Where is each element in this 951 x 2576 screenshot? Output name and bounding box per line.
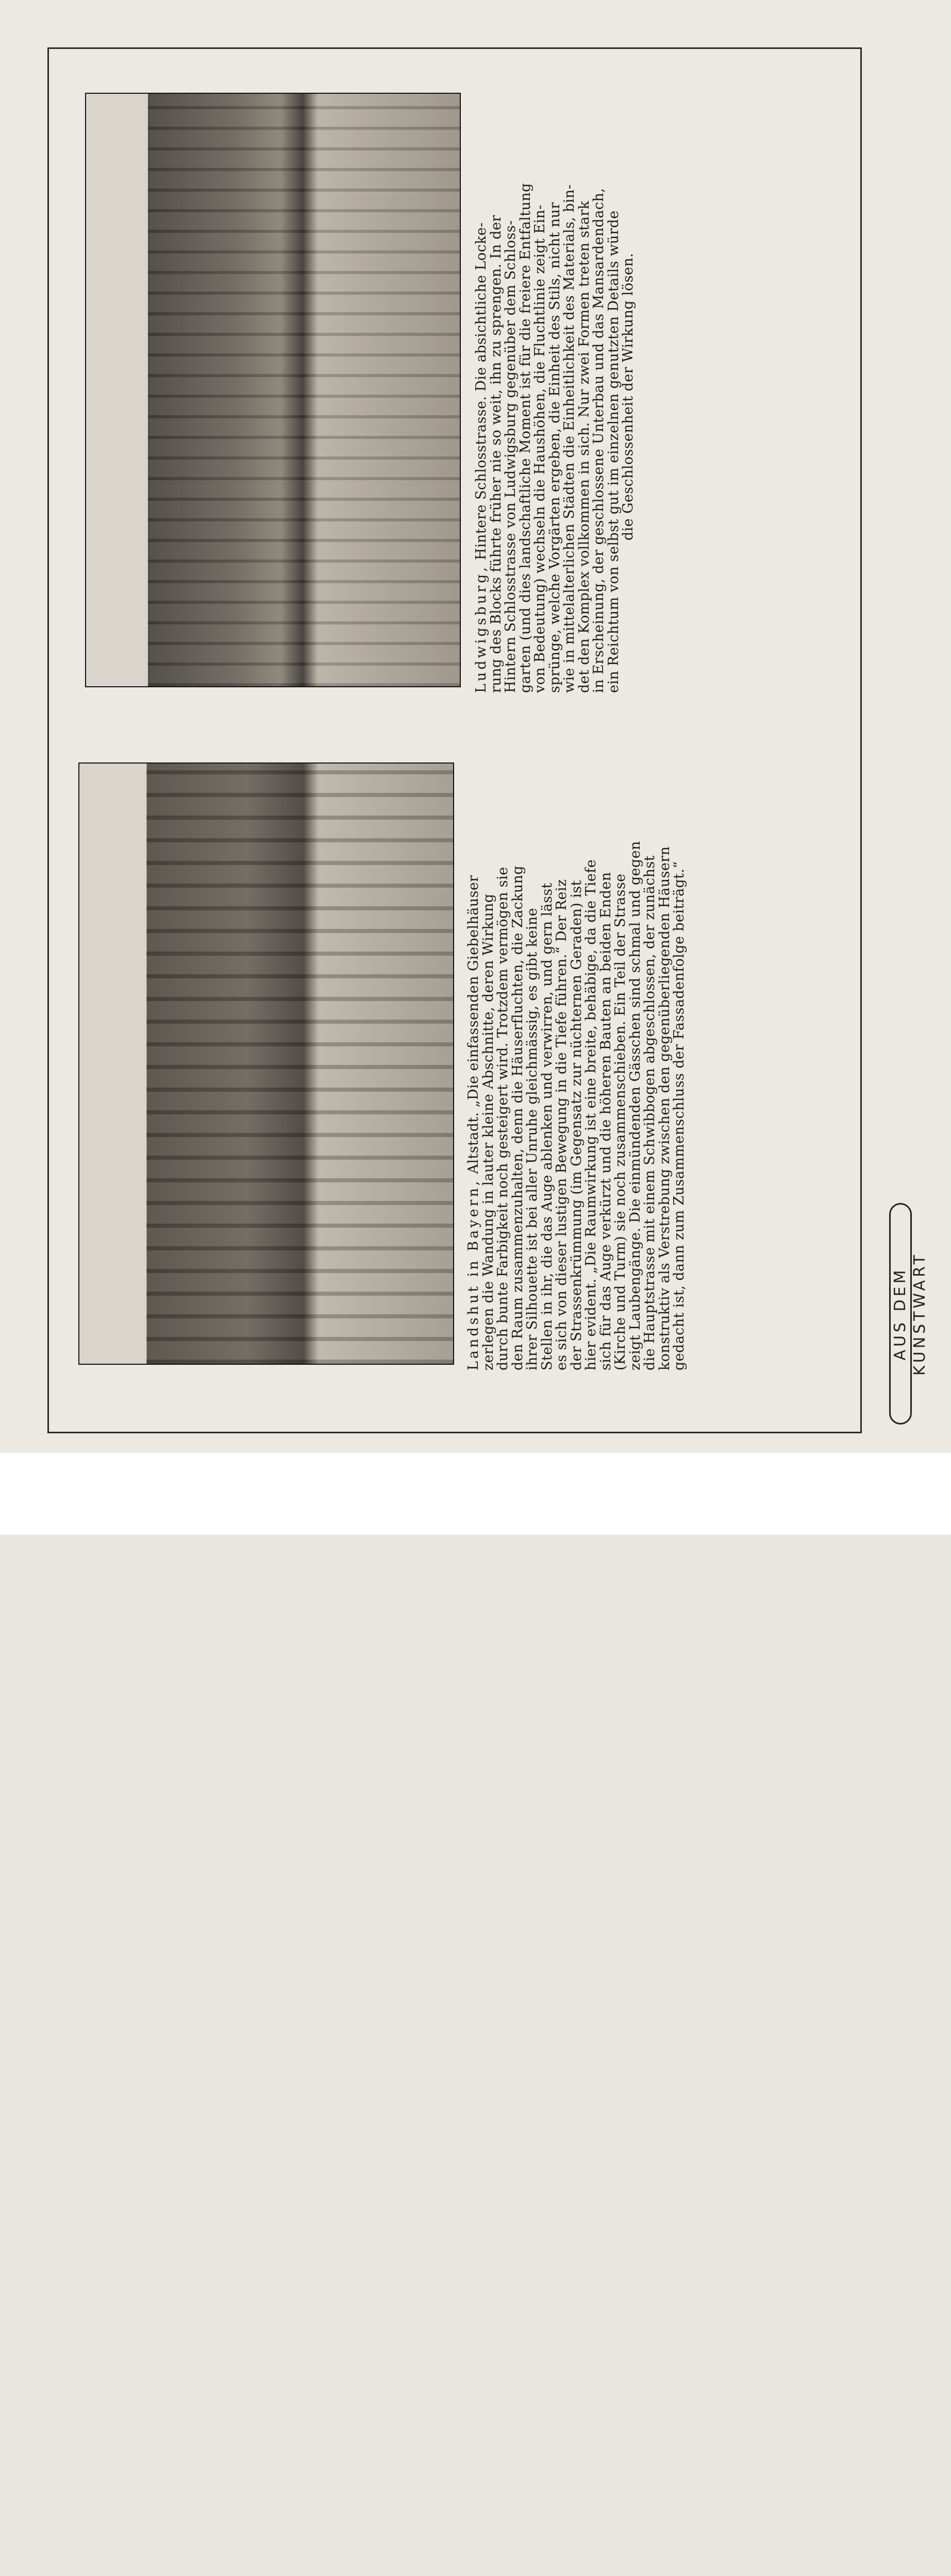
caption-line: zeigt Laubengänge. Die einmündenden Gässchen sind schmal und gegen xyxy=(627,841,643,1370)
caption-line: durch bunte Farbigkeit noch gesteigert wird. Trotzdem vermögen sie xyxy=(495,867,511,1370)
caption-landshut xyxy=(466,762,687,1370)
caption-ludwigsburg xyxy=(474,100,636,693)
caption-line: det den Komplex vollkommen in sich. Nur zwei Formen treten stark xyxy=(576,200,592,693)
kunstwart-badge: AUS DEM KUNSTWART xyxy=(889,1203,912,1425)
caption-line: ein Reichtum von selbst gut im einzelnen genutzten Details würde xyxy=(605,210,622,693)
caption-line: gedacht ist, dann zum Zusammenschluss der Fassadenfolge beiträgt.“ xyxy=(671,861,687,1370)
caption-line: rung des Blocks führte früher nie so weit, ihn zu sprengen. In der xyxy=(488,215,504,693)
caption-line: sich für das Auge verkürzt und die höheren Bauten an beiden Enden xyxy=(597,872,614,1370)
caption-line: Hintern Schlosstrasse von Ludwigsburg gegenüber dem Schloss- xyxy=(503,220,519,693)
caption-line: zerlegen die Wandung in lauter kleine Abschnitte, deren Wirkung xyxy=(480,893,496,1370)
caption-line: die Hauptstrasse mit einem Schwibbogen abgeschlossen, der zunächst xyxy=(642,855,658,1370)
caption-line: Hintere Schlosstrasse. Die absichtliche Locke- xyxy=(473,222,489,561)
caption-line: sprünge, welche Vorgärten ergeben, die Einheit des Stils, nicht nur xyxy=(546,202,563,693)
caption-line: es sich von dieser lustigen Bewegung in die Tiefe führen.“ Der Reiz xyxy=(554,879,570,1370)
caption-line: die Geschlossenheit der Wirkung lösen. xyxy=(620,252,636,541)
caption-line: ihrer Silhouette ist bei aller Unruhe gleichmässig, es gibt keine xyxy=(524,907,540,1370)
caption-lead: Ludwigsburg, xyxy=(473,565,489,693)
caption-line: hier evident. „Die Raumwirkung ist eine breite, behäbige, da die Tiefe xyxy=(583,859,599,1370)
caption-line: garten (und dies landschaftliche Moment ist für die freiere Entfaltung xyxy=(517,183,533,693)
caption-line: (Kirche und Turm) sie noch zusammenschieben. Ein Teil der Strasse xyxy=(612,873,628,1370)
caption-line: Stellen in ihr, die das Auge ablenken und verwirren, und gern lässt xyxy=(539,883,555,1370)
caption-line: in Erscheinung, der geschlossene Unterbau und das Mansardendach, xyxy=(591,188,607,693)
caption-line: konstruktiv als Verstrebung zwischen den gegenüberliegenden Häusern xyxy=(656,846,673,1370)
caption-line: der Strassenkrümmung (im Gegensatz zur nüchternen Geraden) ist xyxy=(568,880,585,1370)
caption-line: den Raum zusammenzuhalten, denn die Häuserfluchten, die Zackung xyxy=(509,866,526,1370)
caption-line: Altstadt. „Die einfassenden Giebelhäuser xyxy=(465,875,481,1174)
caption-line: von Bedeutung) wechseln die Haushöhen, die Fluchtlinie zeigt Ein- xyxy=(532,205,548,693)
footer-bar xyxy=(0,1453,951,1535)
caption-line: wie in mittelalterlichen Städten die Einheitlichkeit des Materials, bin- xyxy=(561,184,577,693)
photo-ludwigsburg xyxy=(85,93,461,687)
caption-lead: Landshut in Bayern, xyxy=(465,1178,481,1370)
photo-landshut xyxy=(78,762,454,1365)
